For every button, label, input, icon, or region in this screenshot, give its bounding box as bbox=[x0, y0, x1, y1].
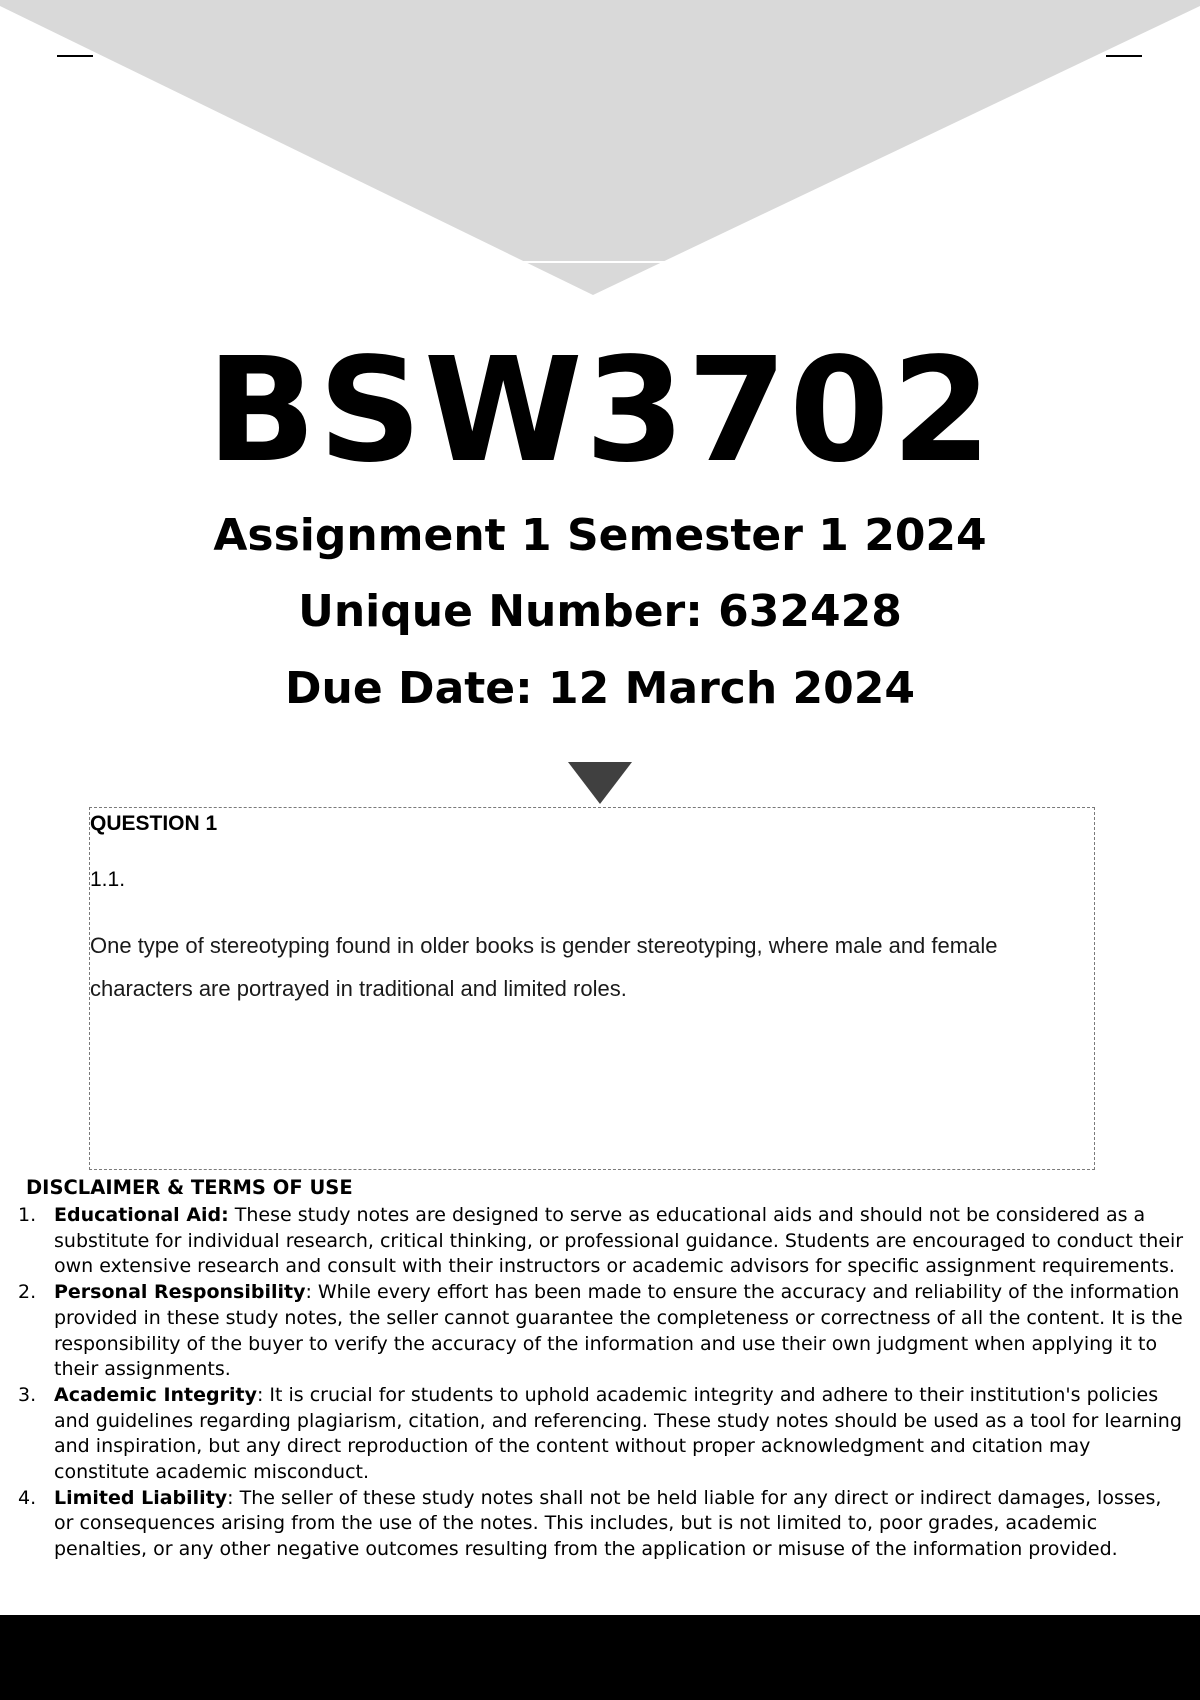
disclaimer-list bbox=[14, 1203, 1186, 1563]
question-title: QUESTION 1 bbox=[90, 812, 218, 835]
list-number: 2. bbox=[18, 1281, 37, 1304]
list-number: 4. bbox=[18, 1486, 37, 1509]
down-arrow-icon bbox=[568, 762, 632, 804]
disclaimer-item-heading: Personal Responsibility bbox=[54, 1281, 306, 1304]
disclaimer-item-text: : While every effort has been made to ensure the accuracy and reliability of the information provided in these study notes, the seller cannot guarantee the completeness or correctness of all the content. It is the responsibility of the buyer to verify the accuracy of the information and use their own judgment when applying it to their assignments. bbox=[54, 1281, 1183, 1381]
disclaimer-section bbox=[14, 1175, 1186, 1563]
disclaimer-item-heading: Educational Aid: bbox=[54, 1204, 229, 1226]
disclaimer-item-personal-responsibility bbox=[14, 1280, 1186, 1383]
disclaimer-item-academic-integrity bbox=[14, 1383, 1186, 1486]
answer-box bbox=[89, 807, 1095, 1170]
list-number: 3. bbox=[18, 1383, 37, 1406]
footer-bar bbox=[0, 1615, 1200, 1700]
corner-line-left bbox=[57, 55, 93, 57]
unique-number: Unique Number: 632428 bbox=[298, 586, 902, 637]
disclaimer-item-heading: Academic Integrity bbox=[54, 1383, 257, 1406]
course-code-title: BSW3702 bbox=[206, 326, 994, 494]
due-date: Due Date: 12 March 2024 bbox=[285, 663, 915, 714]
disclaimer-item-text: These study notes are designed to serve as educational aids and should not be considered as a substitute for individual research, critical thinking, or professional guidance. Students are encouraged to conduct their own extensive research and consult with their instructors or academic advisors for specific assignment requirements. bbox=[54, 1204, 1184, 1278]
list-number: 1. bbox=[18, 1204, 37, 1226]
disclaimer-item-heading: Limited Liability bbox=[54, 1486, 228, 1509]
disclaimer-item-text: : The seller of these study notes shall not be held liable for any direct or indirect damages, losses, or consequences arising from the use of the notes. This includes, but is not limited to, poor grades, academic penalties, or any other negative outcomes resulting from the application or misuse of the information provided. bbox=[54, 1486, 1162, 1561]
assignment-subtitle: Assignment 1 Semester 1 2024 bbox=[213, 510, 987, 561]
question-number: 1.1. bbox=[90, 868, 126, 891]
cover-chevron-shape bbox=[0, 0, 1200, 300]
disclaimer-item-educational-aid bbox=[14, 1203, 1186, 1280]
question-answer: One type of stereotyping found in older books is gender stereotyping, where male and female characters are portrayed in traditional and limited roles. bbox=[90, 933, 998, 1001]
disclaimer-title: DISCLAIMER & TERMS OF USE bbox=[26, 1176, 353, 1199]
disclaimer-item-text: : It is crucial for students to uphold academic integrity and adhere to their institution's policies and guidelines regarding plagiarism, citation, and referencing. These study notes should be used as a tool for learning and inspiration, but any direct reproduction of the content without proper acknowledgment and citation may constitute academic misconduct. bbox=[54, 1383, 1182, 1484]
corner-line-right bbox=[1106, 55, 1142, 57]
disclaimer-item-limited-liability bbox=[14, 1486, 1186, 1563]
